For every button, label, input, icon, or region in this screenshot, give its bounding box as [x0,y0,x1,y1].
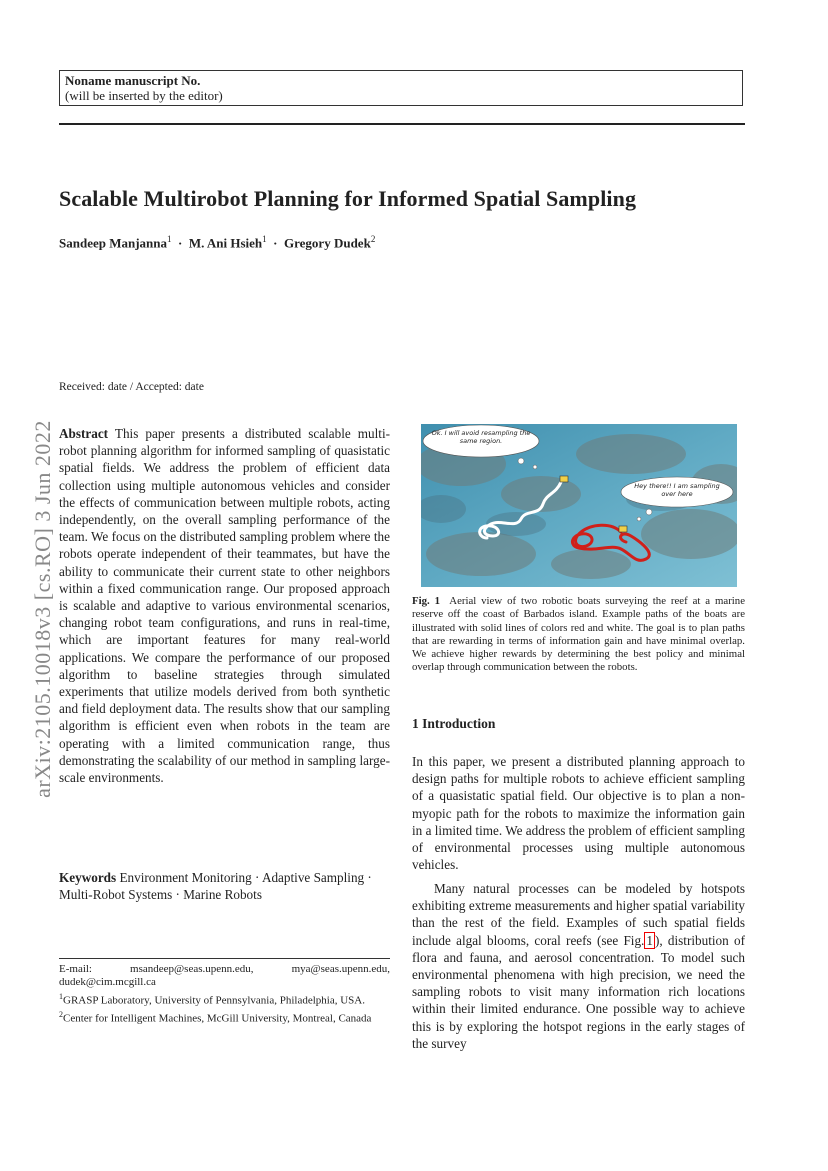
footnote-rule [59,958,390,959]
arxiv-side-stamp [23,374,63,844]
abstract [59,425,390,786]
abstract-text: This paper presents a distributed scalable multi-robot planning algorithm for informed sampling of quasistatic spatial fields. We address the problem of efficient data collection using multiple autonomous vehicles and consider the effects of communication between multiple robots, acting independently, on the overall sampling performance of the team. We focus on the distributed sampling problem where the robots operate independent of their teammates, but have the ability to communicate their current state to other neighbors within a fixed communication range. Our proposed approach is scalable and adaptive to various environmental scenarios, changing robot team configurations, and runs in real-time, which are important features for many real-world applications. We compare the performance of our proposed algorithm to baseline strategies through simulated experiments that utilize models derived from both synthetic and field deployment data. The results show that our sampling algorithm is efficient even when robots in the team are operating with a limited communication range, thus demonstrating the scalability of our method in sampling large-scale environments. [59,426,391,786]
abstract-label: Abstract [59,426,109,441]
footnotes [59,963,390,1026]
author-name: Gregory Dudek [284,235,371,251]
caption-label: Fig. 1 [412,595,441,607]
affiliation-mark: 2 [59,1009,63,1019]
affiliation-footnote [59,990,390,1008]
intro-paragraph-2 [412,880,745,1052]
manuscript-header-box [59,70,743,106]
affiliation-text: Center for Intelligent Machines, McGill University, Montreal, Canada [63,1012,372,1025]
author-list [59,234,375,251]
paper-title: Scalable Multirobot Planning for Informed Spatial Sampling [59,186,637,211]
arxiv-identifier: arXiv:2105.10018v3 [cs.RO] 3 Jun 2022 [30,420,55,798]
header-rule [59,123,745,125]
author-separator: · [273,235,278,251]
affiliation-mark: 1 [59,991,63,1001]
figure-caption [412,595,745,675]
received-date-line: Received: date / Accepted: date [59,381,204,393]
white-path-boat [560,476,568,482]
bubble-left-text: Ok. I will avoid resampling the same region. [431,429,531,445]
intro-p2-text: Many natural processes can be modeled by hotspots exhibiting extreme measurements and higher spatial variability than the rest of the field. Examples of such spatial fields include algal blooms, coral reefs (see Fig. [412,881,745,948]
author-separator: · [178,235,183,251]
affiliation-text: GRASP Laboratory, University of Pennsylvania, Philadelphia, USA. [63,994,365,1007]
aerial-reef-illustration [421,424,737,587]
figure-reference-link[interactable]: 1 [646,932,653,948]
author-name: Sandeep Manjanna [59,235,167,251]
author-affiliation-mark: 1 [262,234,267,244]
intro-p2-text-cont: ), distribution of flora and fauna, and aerosol concentration. To model such environmental phenomena with high precision, we need the sampling robots to visit many information rich locations within their limited endurance. One possible way to achieve this is by exploring the hotspot regions in the early stages of the survey [412,932,745,1051]
bubble-right-text: Hey there!! I am sampling over here [634,482,720,498]
keywords-label: Keywords [59,870,117,885]
affiliation-footnote [59,1008,390,1026]
caption-text: Aerial view of two robotic boats surveying the reef at a marine reserve off the coast of Barbados island. Example paths of the boats are illustrated with solid lines of colors red and white. The goal is to plan paths that are rewarding in terms of information gain and have minimal overlap. We achieve higher rewards by determining the best policy and minimal overlap through communication between the robots. [412,595,745,674]
intro-paragraph-1: In this paper, we present a distributed planning approach to design paths for multiple robots to achieve efficient sampling of a quasistatic spatial field. Our objective is to plan a non-myopic path for the robots to maximize the information gain in a limited time. We address the problem of efficient sampling of environmental processes using multiple autonomous vehicles. [412,754,745,873]
editor-note: (will be inserted by the editor) [65,88,223,103]
email-footnote: E-mail: msandeep@seas.upenn.edu, mya@seas.upenn.edu, dudek@cim.mcgill.ca [59,963,390,989]
keywords [59,869,390,903]
red-path-boat [619,526,627,532]
manuscript-number: Noname manuscript No. [65,73,201,88]
author-name: M. Ani Hsieh [188,235,263,251]
keywords-text: Environment Monitoring · Adaptive Sampling · Multi-Robot Systems · Marine Robots [59,870,372,903]
author-affiliation-mark: 2 [370,234,376,244]
author-affiliation-mark: 1 [167,234,172,244]
figure-aerial-reef [421,424,737,587]
section-heading-introduction: 1 Introduction [412,716,496,731]
